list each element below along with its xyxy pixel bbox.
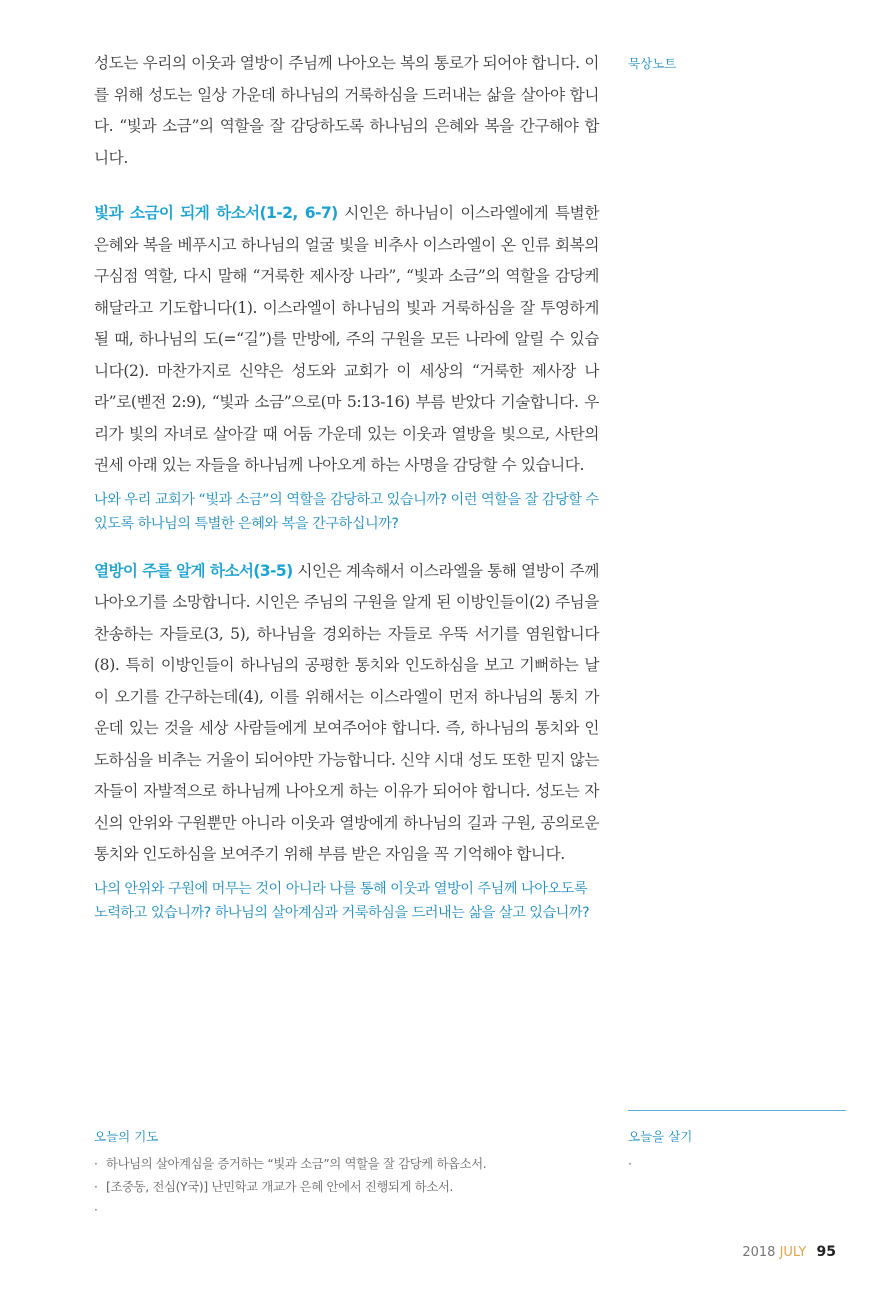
section-1-paragraph <box>94 198 599 482</box>
section-2-heading: 열방이 주를 알게 하소서(3-5) <box>94 561 293 580</box>
prayer-item-text: 하나님의 살아계심을 증거하는 “빛과 소금”의 역할을 잘 감당케 하옵소서. <box>106 1157 487 1171</box>
todays-prayer <box>94 1127 614 1222</box>
section-2-body: 시인은 계속해서 이스라엘을 통해 열방이 주께 나아오기를 소망합니다. 시인은 주님의 구원을 알게 된 이방인들이(2) 주님을 찬송하는 자들로(3, 5), 하나님을 경외하는 자들로 우뚝 서기를 염원합니다(8). 특히 이방인들이 하나님의 공평한 통치와 인도하심을 보고 기뻐하는 날이 오기를 간구하는데(4), 이를 위해서는 이스라엘이 먼저 하나님의 통치 가운데 있는 것을 세상 사람들에게 보여주어야 합니다. 즉, 하나님의 통치와 인도하심을 비추는 거울이 되어야만 가능합니다. 신약 시대 성도 또한 믿지 않는 자들이 자발적으로 하나님께 나아오게 하는 이유가 되어야 합니다. 성도는 자신의 안위와 구원뿐만 아니라 이웃과 열방에게 하나님의 길과 구원, 공의로운 통치와 인도하심을 보여주기 위해 부름 받은 자임을 꼭 기억해야 합니다. <box>94 561 599 863</box>
main-content <box>94 48 599 925</box>
today-title: 오늘을 살기 <box>628 1129 693 1144</box>
prayer-title: 오늘의 기도 <box>94 1129 159 1144</box>
section-2-question: 나의 안위와 구원에 머무는 것이 아니라 나를 통해 이웃과 열방이 주님께 나아오도록 노력하고 있습니까? 하나님의 살아계심과 거룩하심을 드러내는 삶을 살고 있습니까? <box>94 880 590 921</box>
prayer-item <box>94 1176 614 1199</box>
prayer-item <box>94 1199 614 1222</box>
today-item <box>628 1153 846 1176</box>
living-today <box>628 1127 846 1176</box>
bullet: · <box>628 1157 632 1171</box>
meditation-note-label: 묵상노트 <box>628 56 677 71</box>
section-1-heading: 빛과 소금이 되게 하소서(1-2, 6-7) <box>94 204 338 222</box>
footer-year: 2018 <box>742 1245 776 1260</box>
prayer-item-text: [조중동, 전심(Y국)] 난민학교 개교가 은혜 안에서 진행되게 하소서. <box>106 1180 454 1194</box>
intro-paragraph: 성도는 우리의 이웃과 열방이 주님께 나아오는 복의 통로가 되어야 합니다. 이를 위해 성도는 일상 가운데 하나님의 거룩하심을 드러내는 삶을 살아야 합니다. “빛과 소금”의 역할을 잘 감당하도록 하나님의 은혜와 복을 간구해야 합니다. <box>94 54 599 167</box>
section-2-paragraph <box>94 556 599 871</box>
bullet: · <box>94 1157 98 1171</box>
section-1-body: 시인은 하나님이 이스라엘에게 특별한 은혜와 복을 베푸시고 하나님의 얼굴 빛을 비추사 이스라엘이 온 인류 회복의 구심점 역할, 다시 말해 “거룩한 제사장 나라”, “빛과 소금”의 역할을 감당케 해달라고 기도합니다(1). 이스라엘이 하나님의 빛과 거룩하심을 잘 투영하게 될 때, 하나님의 도(=“길”)를 만방에, 주의 구원을 모든 나라에 알릴 수 있습니다(2). 마찬가지로 신약은 성도와 교회가 이 세상의 “거룩한 제사장 나라”로(벧전 2:9), “빛과 소금”으로(마 5:13-16) 부름 받았다 기술합니다. 우리가 빛의 자녀로 살아갈 때 어둠 가운데 있는 이웃과 열방을 빛으로, 사탄의 권세 아래 있는 자들을 하나님께 나아오게 하는 사명을 감당할 수 있습니다. <box>94 204 599 474</box>
bullet: · <box>94 1180 98 1194</box>
page-footer <box>742 1244 836 1260</box>
section-1-question: 나와 우리 교회가 “빛과 소금”의 역할을 감당하고 있습니까? 이런 역할을 잘 감당할 수 있도록 하나님의 특별한 은혜와 복을 간구하십니까? <box>94 491 599 532</box>
bullet: · <box>94 1203 98 1217</box>
footer-month: JULY <box>779 1245 807 1260</box>
page-number: 95 <box>816 1244 836 1260</box>
prayer-item <box>94 1153 614 1176</box>
divider <box>628 1110 846 1111</box>
